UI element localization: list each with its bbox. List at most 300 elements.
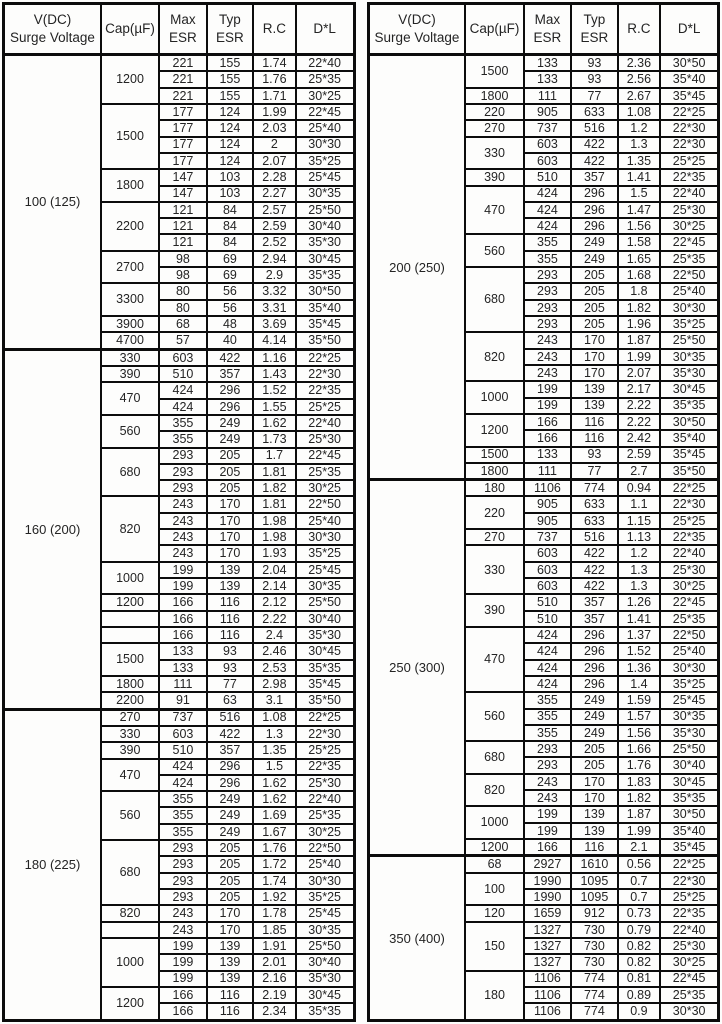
max_esr-cell: 121 [159,218,207,234]
typ_esr-cell: 93 [571,71,617,87]
typ_esr-cell: 77 [571,88,617,104]
cap-cell: 270 [101,709,159,726]
dl-cell: 25*50 [296,594,354,610]
rc-cell: 2.17 [618,381,661,397]
rc-cell: 1.81 [253,496,296,512]
rc-cell: 1.4 [618,676,661,692]
rc-cell: 1.87 [618,806,661,822]
dl-cell: 22*40 [660,545,718,561]
max_esr-cell: 1106 [524,1003,572,1020]
max_esr-cell: 905 [524,496,572,512]
typ_esr-cell: 40 [207,332,253,349]
rc-cell: 1.68 [618,267,661,283]
rc-cell: 1.5 [618,186,661,202]
max_esr-cell: 199 [524,398,572,414]
col-header-cap: Cap(µF) [101,4,159,55]
typ_esr-cell: 205 [571,741,617,757]
dl-cell: 22*40 [296,55,354,72]
max_esr-cell: 243 [159,545,207,561]
rc-cell: 1.35 [618,153,661,169]
max_esr-cell: 424 [524,627,572,643]
max_esr-cell: 133 [524,55,572,72]
cap-cell: 1200 [101,987,159,1021]
rc-cell: 2.52 [253,234,296,250]
typ_esr-cell: 1610 [571,856,617,873]
typ_esr-cell: 56 [207,300,253,316]
cap-cell: 330 [101,349,159,366]
max_esr-cell: 133 [159,643,207,659]
max_esr-cell: 737 [159,709,207,726]
dl-cell: 35*40 [660,430,718,446]
rc-cell: 1.52 [253,382,296,398]
typ_esr-cell: 296 [207,382,253,398]
typ_esr-cell: 296 [571,643,617,659]
max_esr-cell: 424 [524,676,572,692]
typ_esr-cell: 1095 [571,889,617,905]
typ_esr-cell: 170 [571,332,617,348]
typ_esr-cell: 249 [207,791,253,807]
cap-cell: 680 [465,741,523,774]
typ_esr-cell: 249 [571,692,617,708]
typ_esr-cell: 205 [207,889,253,905]
max_esr-cell: 243 [159,922,207,938]
rc-cell: 1.56 [618,218,661,234]
dl-cell: 35*30 [660,365,718,381]
typ_esr-cell: 357 [207,366,253,382]
dl-cell: 25*25 [660,153,718,169]
cap-cell: 390 [101,742,159,758]
typ_esr-cell: 205 [571,316,617,332]
dl-cell: 25*30 [660,202,718,218]
dl-cell: 30*30 [296,529,354,545]
rc-cell: 1.41 [618,611,661,627]
rc-cell: 0.94 [618,480,661,497]
cap-cell: 470 [101,759,159,792]
typ_esr-cell: 69 [207,267,253,283]
max_esr-cell: 293 [159,889,207,905]
typ_esr-cell: 93 [207,643,253,659]
cap-cell: 390 [465,169,523,185]
typ_esr-cell: 84 [207,202,253,218]
max_esr-cell: 121 [159,202,207,218]
typ_esr-cell: 774 [571,971,617,987]
rc-cell: 1.13 [618,529,661,545]
dl-cell: 35*35 [296,267,354,283]
cap-cell: 3900 [101,316,159,332]
max_esr-cell: 293 [524,316,572,332]
max_esr-cell: 177 [159,137,207,153]
dl-cell: 25*35 [296,71,354,87]
max_esr-cell: 80 [159,283,207,299]
rc-cell: 1.66 [618,741,661,757]
col-header-rc: R.C [253,4,296,55]
dl-cell: 35*45 [296,676,354,692]
typ_esr-cell: 205 [207,873,253,889]
cap-cell [101,922,159,938]
max_esr-cell: 1659 [524,905,572,921]
dl-cell: 35*40 [660,823,718,839]
dl-cell: 25*50 [660,332,718,348]
typ_esr-cell: 139 [207,562,253,578]
cap-cell: 270 [465,529,523,545]
max_esr-cell: 355 [159,791,207,807]
dl-cell: 22*40 [660,922,718,938]
max_esr-cell: 177 [159,120,207,136]
typ_esr-cell: 516 [571,529,617,545]
typ_esr-cell: 205 [571,283,617,299]
dl-cell: 25*25 [296,742,354,758]
typ_esr-cell: 730 [571,938,617,954]
cap-cell: 1200 [465,839,523,856]
dl-cell: 30*25 [660,578,718,594]
rc-cell: 0.7 [618,873,661,889]
rc-cell: 1.59 [618,692,661,708]
max_esr-cell: 221 [159,71,207,87]
dl-cell: 30*50 [660,806,718,822]
typ_esr-cell: 124 [207,137,253,153]
typ_esr-cell: 357 [571,169,617,185]
voltage-cell: 160 (200) [4,349,101,709]
voltage-cell: 100 (125) [4,55,101,350]
table-row [4,709,355,726]
rc-cell: 1.36 [618,660,661,676]
dl-cell: 25*25 [296,399,354,415]
rc-cell: 0.73 [618,905,661,921]
cap-cell: 2200 [101,692,159,709]
typ_esr-cell: 516 [207,709,253,726]
max_esr-cell: 293 [524,300,572,316]
dl-cell: 22*45 [296,448,354,464]
dl-cell: 35*25 [296,545,354,561]
dl-cell: 25*25 [660,889,718,905]
max_esr-cell: 111 [524,88,572,104]
rc-cell: 1.3 [618,578,661,594]
max_esr-cell: 166 [524,430,572,446]
dl-cell: 25*50 [296,938,354,954]
cap-cell: 560 [101,791,159,840]
dl-cell: 25*45 [296,562,354,578]
dl-cell: 30*30 [660,1003,718,1020]
rc-cell: 1.82 [618,790,661,806]
max_esr-cell: 199 [159,938,207,954]
typ_esr-cell: 124 [207,153,253,169]
max_esr-cell: 133 [524,71,572,87]
typ_esr-cell: 69 [207,251,253,267]
col-header-cap: Cap(µF) [465,4,523,55]
dl-cell: 35*35 [660,790,718,806]
dl-cell: 30*45 [296,643,354,659]
cap-cell: 270 [465,120,523,136]
col-header-typ_esr: Typ ESR [571,4,617,55]
dl-cell: 35*25 [296,889,354,905]
max_esr-cell: 80 [159,300,207,316]
dl-cell: 35*50 [296,332,354,349]
max_esr-cell: 603 [524,578,572,594]
dl-cell: 22*45 [660,234,718,250]
cap-cell: 2200 [101,202,159,251]
max_esr-cell: 293 [159,856,207,872]
max_esr-cell: 166 [159,1003,207,1020]
dl-cell: 35*30 [296,971,354,987]
cap-cell [101,611,159,627]
dl-cell: 35*50 [296,692,354,709]
max_esr-cell: 510 [524,611,572,627]
typ_esr-cell: 93 [571,447,617,463]
typ_esr-cell: 116 [571,414,617,430]
dl-cell: 30*25 [296,824,354,840]
rc-cell: 0.82 [618,938,661,954]
dl-cell: 30*30 [296,137,354,153]
max_esr-cell: 177 [159,104,207,120]
typ_esr-cell: 84 [207,218,253,234]
typ_esr-cell: 296 [571,218,617,234]
typ_esr-cell: 296 [207,759,253,775]
typ_esr-cell: 77 [571,463,617,480]
max_esr-cell: 737 [524,120,572,136]
max_esr-cell: 424 [159,399,207,415]
typ_esr-cell: 205 [207,840,253,856]
typ_esr-cell: 116 [207,627,253,643]
max_esr-cell: 603 [159,349,207,366]
typ_esr-cell: 84 [207,234,253,250]
max_esr-cell: 293 [524,741,572,757]
dl-cell: 35*45 [296,316,354,332]
max_esr-cell: 98 [159,251,207,267]
rc-cell: 1.37 [618,627,661,643]
dl-cell: 35*40 [296,300,354,316]
typ_esr-cell: 170 [207,513,253,529]
max_esr-cell: 91 [159,692,207,709]
cap-cell: 100 [465,873,523,906]
cap-cell: 470 [465,627,523,692]
typ_esr-cell: 170 [207,529,253,545]
max_esr-cell: 603 [524,153,572,169]
typ_esr-cell: 205 [571,300,617,316]
cap-cell: 4700 [101,332,159,349]
max_esr-cell: 1106 [524,480,572,497]
rc-cell: 2.19 [253,987,296,1003]
max_esr-cell: 133 [524,447,572,463]
typ_esr-cell: 296 [571,186,617,202]
typ_esr-cell: 730 [571,954,617,970]
typ_esr-cell: 774 [571,480,617,497]
typ_esr-cell: 170 [571,349,617,365]
typ_esr-cell: 249 [571,709,617,725]
rc-cell: 2.22 [618,398,661,414]
table-row [4,55,355,72]
rc-cell: 1.62 [253,415,296,431]
dl-cell: 22*40 [296,791,354,807]
dl-cell: 30*25 [296,88,354,104]
max_esr-cell: 1106 [524,971,572,987]
typ_esr-cell: 912 [571,905,617,921]
dl-cell: 25*45 [296,169,354,185]
rc-cell: 1.57 [618,709,661,725]
dl-cell: 22*50 [660,627,718,643]
rc-cell: 2.04 [253,562,296,578]
cap-cell: 1200 [101,594,159,610]
dl-cell: 30*40 [660,757,718,773]
typ_esr-cell: 103 [207,186,253,202]
table-row [4,349,355,366]
cap-cell: 1500 [465,55,523,88]
dl-cell: 25*35 [296,464,354,480]
cap-cell: 1800 [465,88,523,104]
rc-cell: 2.16 [253,971,296,987]
dl-cell: 35*40 [660,71,718,87]
cap-cell: 680 [101,840,159,905]
typ_esr-cell: 170 [207,545,253,561]
max_esr-cell: 111 [159,676,207,692]
max_esr-cell: 166 [159,594,207,610]
rc-cell: 1.76 [253,840,296,856]
col-header-rc: R.C [618,4,661,55]
max_esr-cell: 510 [524,169,572,185]
cap-cell: 330 [465,545,523,594]
dl-cell: 25*30 [660,562,718,578]
dl-cell: 25*40 [660,283,718,299]
max_esr-cell: 166 [159,987,207,1003]
dl-cell: 22*30 [660,873,718,889]
voltage-cell: 250 (300) [368,480,465,856]
rc-cell: 1.71 [253,88,296,104]
typ_esr-cell: 63 [207,692,253,709]
rc-cell: 1.56 [618,725,661,741]
rc-cell: 2.42 [618,430,661,446]
max_esr-cell: 424 [159,759,207,775]
typ_esr-cell: 170 [571,790,617,806]
typ_esr-cell: 205 [207,856,253,872]
max_esr-cell: 243 [159,905,207,921]
dl-cell: 35*25 [660,316,718,332]
cap-cell: 68 [465,856,523,873]
max_esr-cell: 424 [524,218,572,234]
rc-cell: 2.59 [618,447,661,463]
rc-cell: 1.62 [253,791,296,807]
typ_esr-cell: 633 [571,496,617,512]
max_esr-cell: 355 [524,709,572,725]
rc-cell: 3.31 [253,300,296,316]
typ_esr-cell: 633 [571,513,617,529]
cap-cell: 1200 [465,414,523,447]
typ_esr-cell: 1095 [571,873,617,889]
rc-cell: 1.15 [618,513,661,529]
typ_esr-cell: 116 [207,1003,253,1020]
max_esr-cell: 355 [524,725,572,741]
rc-cell: 2.4 [253,627,296,643]
rc-cell: 3.32 [253,283,296,299]
max_esr-cell: 243 [524,349,572,365]
rc-cell: 0.7 [618,889,661,905]
max_esr-cell: 57 [159,332,207,349]
cap-cell: 220 [465,104,523,120]
rc-cell: 2.94 [253,251,296,267]
rc-cell: 3.69 [253,316,296,332]
max_esr-cell: 510 [524,594,572,610]
cap-cell: 680 [465,267,523,332]
typ_esr-cell: 774 [571,987,617,1003]
typ_esr-cell: 422 [571,545,617,561]
typ_esr-cell: 155 [207,88,253,104]
typ_esr-cell: 774 [571,1003,617,1020]
typ_esr-cell: 730 [571,922,617,938]
cap-cell: 150 [465,922,523,971]
max_esr-cell: 98 [159,267,207,283]
dl-cell: 30*45 [660,381,718,397]
rc-cell: 2.27 [253,186,296,202]
col-header-max_esr: Max ESR [159,4,207,55]
typ_esr-cell: 116 [207,594,253,610]
max_esr-cell: 293 [159,840,207,856]
dl-cell: 22*25 [296,349,354,366]
rc-cell: 1.26 [618,594,661,610]
max_esr-cell: 199 [524,806,572,822]
rc-cell: 1.74 [253,55,296,72]
dl-cell: 30*25 [660,218,718,234]
typ_esr-cell: 516 [571,120,617,136]
rc-cell: 1.16 [253,349,296,366]
typ_esr-cell: 249 [207,431,253,447]
max_esr-cell: 905 [524,104,572,120]
dl-cell: 22*50 [296,840,354,856]
max_esr-cell: 68 [159,316,207,332]
typ_esr-cell: 205 [571,757,617,773]
dl-cell: 22*35 [660,529,718,545]
dl-cell: 25*30 [660,938,718,954]
max_esr-cell: 603 [524,545,572,561]
esr-table-right [367,2,721,1022]
max_esr-cell: 355 [159,807,207,823]
max_esr-cell: 147 [159,186,207,202]
rc-cell: 1.62 [253,775,296,791]
voltage-cell: 180 (225) [4,709,101,1020]
rc-cell: 1.7 [253,448,296,464]
dl-cell: 35*35 [296,660,354,676]
rc-cell: 0.82 [618,954,661,970]
typ_esr-cell: 116 [571,430,617,446]
cap-cell: 120 [465,905,523,921]
max_esr-cell: 243 [524,790,572,806]
dl-cell: 30*35 [660,709,718,725]
cap-cell: 180 [465,480,523,497]
typ_esr-cell: 205 [207,464,253,480]
cap-cell: 2700 [101,251,159,284]
rc-cell: 1.99 [618,349,661,365]
rc-cell: 2.56 [618,71,661,87]
cap-cell: 560 [101,415,159,448]
rc-cell: 3.1 [253,692,296,709]
rc-cell: 2.22 [618,414,661,430]
typ_esr-cell: 205 [571,267,617,283]
max_esr-cell: 1327 [524,954,572,970]
col-header-voltage: V(DC) Surge Voltage [4,4,101,55]
dl-cell: 22*35 [660,169,718,185]
max_esr-cell: 293 [524,283,572,299]
cap-cell: 1000 [465,381,523,414]
dl-cell: 22*30 [660,137,718,153]
max_esr-cell: 355 [524,692,572,708]
rc-cell: 1.74 [253,873,296,889]
typ_esr-cell: 116 [207,611,253,627]
max_esr-cell: 424 [524,186,572,202]
rc-cell: 2.07 [253,153,296,169]
dl-cell: 35*45 [660,447,718,463]
rc-cell: 2.1 [618,839,661,856]
rc-cell: 0.9 [618,1003,661,1020]
rc-cell: 1.67 [253,824,296,840]
col-header-typ_esr: Typ ESR [207,4,253,55]
cap-cell: 470 [465,186,523,235]
